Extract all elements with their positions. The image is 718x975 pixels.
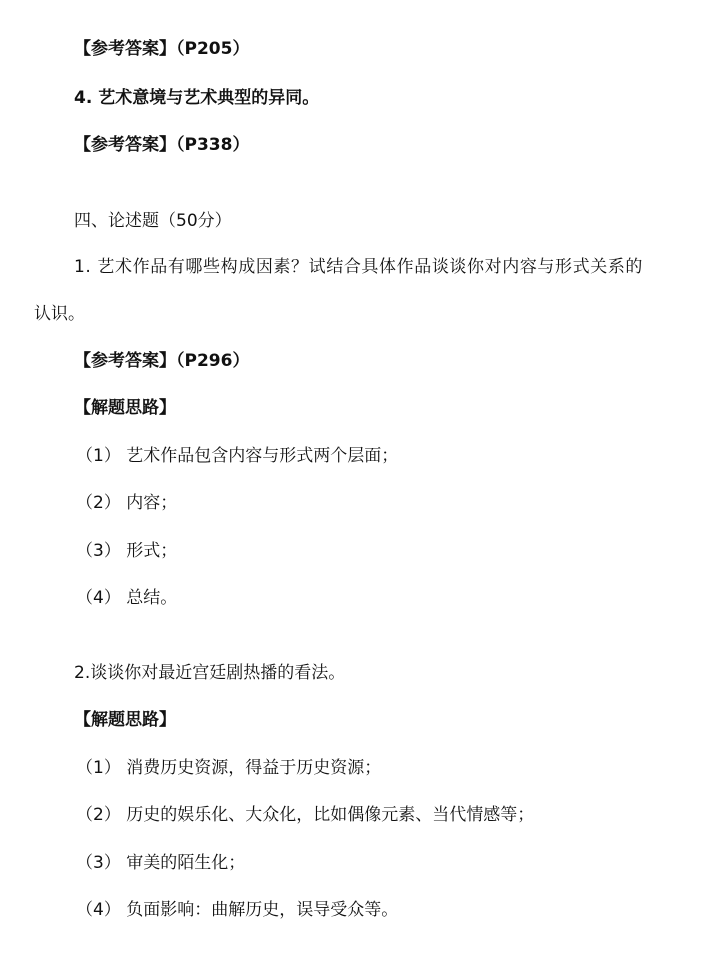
solution-step-1-2: （2） 内容； — [76, 493, 178, 513]
solution-step-2-4: （4） 负面影响：曲解历史，误导受众等。 — [76, 900, 399, 920]
essay-question-1-continued: 认识。 — [34, 304, 85, 324]
essay-question-2: 2.谈谈你对最近宫廷剧热播的看法。 — [74, 663, 346, 683]
reference-answer-p338: 【参考答案】（P338） — [74, 135, 250, 155]
essay-question-1: 1. 艺术作品有哪些构成因素？试结合具体作品谈谈你对内容与形式关系的 — [74, 257, 644, 277]
solution-step-1-3: （3） 形式； — [76, 541, 178, 561]
solution-step-1-1: （1） 艺术作品包含内容与形式两个层面； — [76, 446, 399, 466]
reference-answer-p296: 【参考答案】（P296） — [74, 351, 250, 371]
reference-answer-p205: 【参考答案】（P205） — [74, 39, 250, 59]
question-4: 4. 艺术意境与艺术典型的异同。 — [74, 88, 320, 108]
solution-idea-heading-2: 【解题思路】 — [74, 710, 176, 730]
solution-step-2-2: （2） 历史的娱乐化、大众化，比如偶像元素、当代情感等； — [76, 805, 535, 825]
solution-step-2-1: （1） 消费历史资源，得益于历史资源； — [76, 758, 382, 778]
solution-idea-heading-1: 【解题思路】 — [74, 398, 176, 418]
solution-step-2-3: （3） 审美的陌生化； — [76, 853, 246, 873]
section-heading-essay: 四、论述题（50分） — [74, 211, 232, 231]
solution-step-1-4: （4） 总结。 — [76, 588, 178, 608]
